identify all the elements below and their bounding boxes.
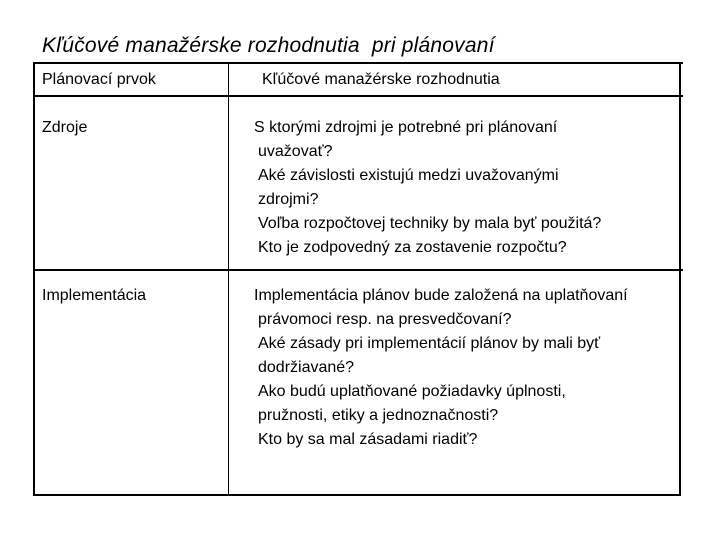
row-label-resources: Zdroje: [42, 119, 88, 136]
decision-line: Ako budú uplatňované požiadavky úplnosti,: [258, 383, 566, 400]
decision-line: Voľba rozpočtovej techniky by mala byť použitá?: [258, 215, 602, 232]
decision-line: Aké zásady pri implementácií plánov by mali byť: [258, 335, 601, 352]
table-row-divider: [33, 269, 683, 271]
column-header-planning-element: Plánovací prvok: [42, 71, 156, 88]
decision-line: Kto by sa mal zásadami riadiť?: [258, 431, 478, 448]
row-decisions-implementation: [254, 284, 628, 452]
table-column-divider: [228, 64, 229, 496]
row-decisions-resources: [254, 116, 601, 260]
decision-line: uvažovať?: [258, 143, 333, 160]
row-label-implementation: Implementácia: [42, 287, 147, 304]
column-header-key-decisions: Kľúčové manažérske rozhodnutia: [262, 71, 500, 88]
slide-title: Kľúčové manažérske rozhodnutia pri plánovaní: [42, 34, 495, 57]
decision-line: Kto je zodpovedný za zostavenie rozpočtu?: [258, 239, 567, 256]
decision-line: S ktorými zdrojmi je potrebné pri plánovaní: [254, 119, 558, 136]
decision-line: právomoci resp. na presvedčovaní?: [258, 311, 512, 328]
table-header-divider: [33, 95, 683, 97]
decision-line: Implementácia plánov bude založená na uplatňovaní: [254, 287, 628, 304]
decision-line: dodržiavané?: [258, 359, 355, 376]
decision-line: Aké závislosti existujú medzi uvažovanými: [258, 167, 559, 184]
decision-line: zdrojmi?: [258, 191, 319, 208]
decision-line: pružnosti, etiky a jednoznačnosti?: [258, 407, 499, 424]
